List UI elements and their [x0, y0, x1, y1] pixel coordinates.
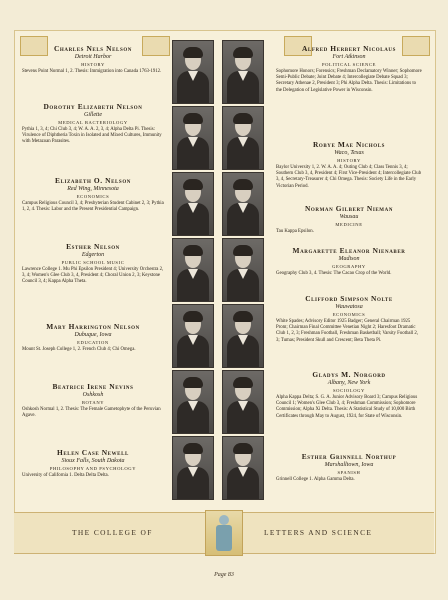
student-name: Helen Case Newell — [56, 448, 129, 457]
hometown: Wauwatosa — [335, 304, 363, 310]
portrait-photo — [222, 370, 264, 434]
portrait-photo — [172, 370, 214, 434]
hometown: Madison — [338, 256, 360, 262]
activities: Alpha Kappa Delta; S. G. A. Junior Advisory Board 3; Campus Religious Council 1; Women's Glee Club 3, 4; Freshman Commission; Sophomore Commission; Alpha Xi Delta. Thesis: A Statistical Study of 10,000 Birth Certificates through May to August, 1924, for State of Wisconsin. — [276, 395, 418, 419]
hometown: Edgerton — [81, 252, 105, 258]
student-entry — [22, 176, 164, 213]
student-entry — [276, 204, 422, 235]
hometown: Albany, New York — [327, 380, 371, 386]
department: ECONOMICS — [76, 194, 110, 199]
activities: Campus Religious Council 3, 4; Presbyterian Student Cabinet 2, 3; Pythia 1, 2, 4. Thesis: Labor and the Present Presidential Campaign. — [22, 201, 164, 213]
activities: Stevens Point Normal 1, 2. Thesis: Immigration into Canada 1763-1912. — [22, 69, 162, 74]
student-entry — [276, 294, 422, 344]
portrait-grid — [170, 40, 270, 508]
student-entry — [276, 246, 422, 277]
student-name: Clifford Simpson Nolte — [305, 294, 393, 303]
student-name: Norman Gilbert Nieman — [304, 204, 394, 213]
student-entry — [276, 140, 422, 190]
portrait-photo — [222, 172, 264, 236]
student-name: Alfred Herbert Nicolaus — [301, 44, 397, 53]
activities: White Spades; Advisory Editor 1925 Badger; General Chairman 1925 Prom; Chairman Final Committee Venetian Night 2; Haresfoot Dramatic Club 1, 2, 3; Freshman Football, Freshman Basketball; Varsity Football 2, 3; Tumas; President Skull and Crescent; Beta Theta Pi. — [276, 319, 418, 343]
footer-college-text: THE COLLEGE OF — [72, 528, 153, 537]
department: GEOGRAPHY — [332, 264, 366, 269]
department: EDUCATION — [77, 340, 109, 345]
student-name: Robye Mae Nichols — [312, 140, 386, 149]
student-entry — [276, 452, 422, 483]
department: HISTORY — [81, 62, 105, 67]
student-name: Esther Nelson — [66, 242, 120, 251]
activities: Tau Kappa Epsilon. — [276, 229, 314, 234]
department: HISTORY — [337, 158, 361, 163]
student-entry — [276, 44, 422, 94]
activities: Baylor University 1, 2. W. A. A. 4; Outing Club 4; Class Tennis 3, 4; Southern Club 3, 4, President 4; First Vice-President 4; Intercollegiate Club 3, 4, Secretary-Treasurer 4; Chi Omega. Thesis: Society Life in the Early Victorian Period. — [276, 165, 422, 189]
portrait-photo — [222, 238, 264, 302]
department: PUBLIC SCHOOL MUSIC — [61, 260, 125, 265]
activities: University of California 1. Delta Delta Delta. — [22, 473, 109, 478]
activities: Lawrence College 1. Mu Phi Epsilon President 4; University Orchestra 2, 3, 4; Women's Glee Club 3, 4, President 4; Choral Union 2, 3; Keystone Council 3, 4; Kappa Alpha Theta. — [22, 267, 164, 285]
hometown: Gillette — [84, 112, 102, 118]
department: MEDICINE — [335, 222, 363, 227]
student-name: Gladys M. Norgord — [312, 370, 386, 379]
portrait-photo — [172, 106, 214, 170]
portrait-photo — [172, 436, 214, 500]
department: ECONOMICS — [332, 312, 366, 317]
portrait-photo — [172, 304, 214, 368]
portrait-photo — [172, 172, 214, 236]
department: MEDICAL BACTERIOLOGY — [58, 120, 128, 125]
hometown: Marshalltown, Iowa — [324, 462, 374, 468]
student-entry — [22, 322, 164, 353]
page-number: Page 83 — [214, 572, 234, 578]
student-name: Beatrice Irene Nevins — [52, 382, 134, 391]
portrait-photo — [172, 40, 214, 104]
activities: Pythia 1, 3, 4; Chi Club 3, 4; W. A. A. 2, 3, 4; Alpha Delta Pi. Thesis: Virulence of Diphtheria Toxin in Isolated and Mixed Cultures, Immunity with Metazoan Parasites. — [22, 127, 162, 145]
portrait-photo — [222, 106, 264, 170]
hometown: Fort Atkinson — [332, 54, 366, 60]
department: SOCIOLOGY — [333, 388, 365, 393]
footer-figure-emblem — [205, 510, 243, 556]
student-entry — [22, 448, 164, 479]
department: PHILOSOPHY AND PSYCHOLOGY — [49, 466, 137, 471]
student-entry — [22, 102, 164, 146]
student-name: Charles Nels Nelson — [53, 44, 133, 53]
hometown: Oshkosh — [82, 392, 104, 398]
portrait-photo — [222, 304, 264, 368]
portrait-photo — [172, 238, 214, 302]
hometown: Detroit Harbor — [74, 54, 112, 60]
student-name: Mary Harrington Nelson — [46, 322, 140, 331]
department: SPANISH — [337, 470, 361, 475]
portrait-photo — [222, 40, 264, 104]
activities: Oshkosh Normal 1, 2. Thesis: The Female Gametophyte of the Peruvian Agave. — [22, 407, 161, 419]
hometown: Red Wing, Minnesota — [67, 186, 119, 192]
activities: Grinnell College 1. Alpha Gamma Delta. — [276, 477, 355, 482]
activities: Mount St. Joseph College 1, 2. French Club 4; Chi Omega. — [22, 347, 136, 352]
student-name: Dorothy Elizabeth Nelson — [43, 102, 143, 111]
student-name: Elizabeth O. Nelson — [54, 176, 132, 185]
student-name: Margarette Eleanor Nienaber — [292, 246, 406, 255]
activities: Geography Club 3, 4. Thesis: The Cacao Crop of the World. — [276, 271, 392, 276]
student-name: Esther Grinnell Northup — [301, 452, 397, 461]
department: BOTANY — [81, 400, 105, 405]
student-entry — [22, 44, 164, 75]
activities: Sophomore Honors; Forensics; Freshman Declamatory Winner; Sophomore Semi-Public Debate; Joint Debate 4; Intercollegiate Debate Squad 3; Secretary Athenae 2, President 3; Phi Alpha Delta. Thesis: Limitations to the Delegation of Legislative Power in Wisconsin. — [276, 69, 422, 93]
hometown: Dubuque, Iowa — [74, 332, 112, 338]
student-entry — [22, 382, 164, 419]
hometown: Wausau — [339, 214, 359, 220]
hometown: Waco, Texas — [334, 150, 364, 156]
portrait-photo — [222, 436, 264, 500]
student-entry — [22, 242, 164, 286]
hometown: Sioux Falls, South Dakota — [61, 458, 125, 464]
department: POLITICAL SCIENCE — [321, 62, 377, 67]
student-entry — [276, 370, 422, 420]
footer-letters-text: LETTERS AND SCIENCE — [264, 528, 373, 537]
